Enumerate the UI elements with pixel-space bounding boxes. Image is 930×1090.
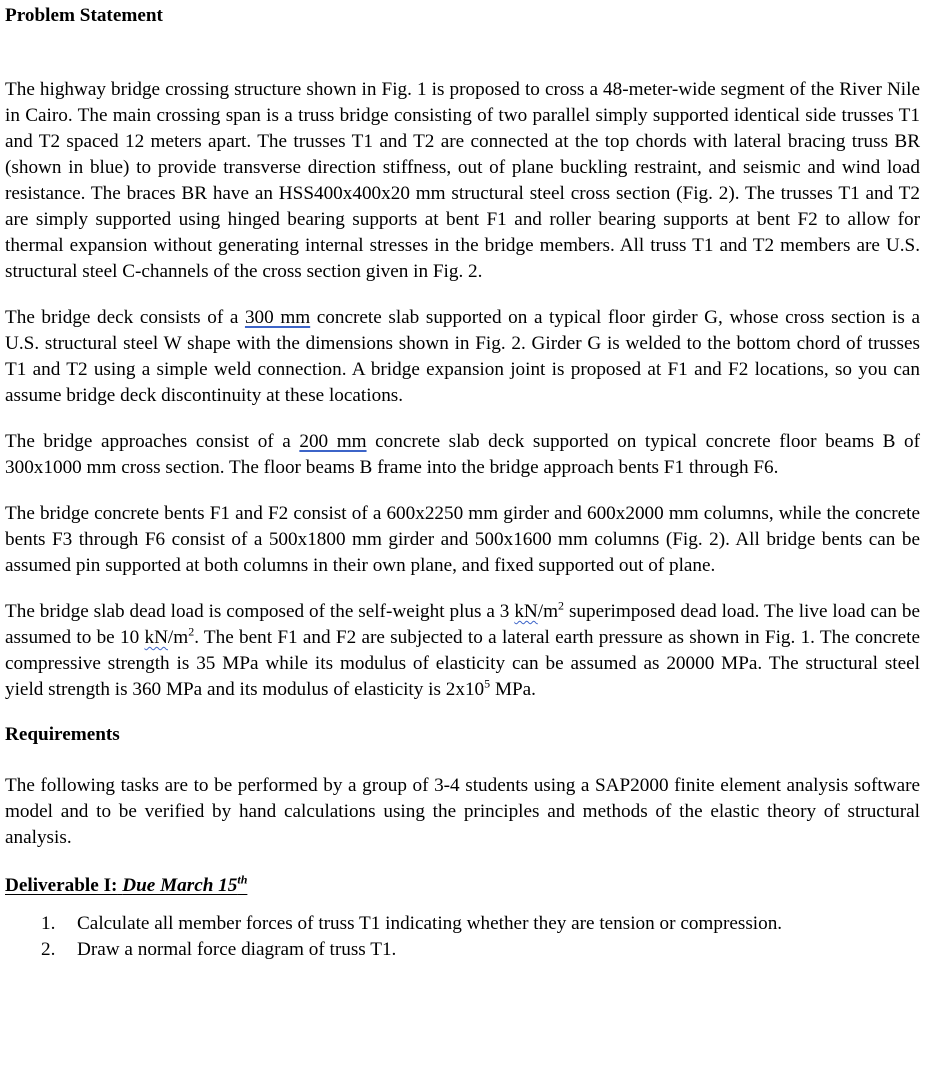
paragraph-bridge-deck xyxy=(5,305,920,409)
paragraph-truss-description: The highway bridge crossing structure shown in Fig. 1 is proposed to cross a 48-meter-wide segment of the River Nile in Cairo. The main crossing span is a truss bridge consisting of two parallel simply supported identical side trusses T1 and T2 spaced 12 meters apart. The trusses T1 and T2 are connected at the top chords with lateral bracing truss BR (shown in blue) to provide transverse direction stiffness, out of plane buckling restraint, and seismic and wind load resistance. The braces BR have an HSS400x400x20 mm structural steel cross section (Fig. 2). The trusses T1 and T2 are simply supported using hinged bearing supports at bent F1 and roller bearing supports at bent F2 to allow for thermal expansion without generating internal stresses in the bridge members. All truss T1 and T2 members are U.S. structural steel C-channels of the cross section given in Fig. 2. xyxy=(5,79,920,282)
list-item xyxy=(5,911,920,937)
kn-unit-spellcheck-1: kN xyxy=(514,601,538,622)
superscript-squared-1: 2 xyxy=(558,598,565,613)
p3-text-post: concrete slab deck supported on typical concrete floor beams B of 300x1000 mm cross section. The floor beams B frame into the bridge approach bents F1 through F6. xyxy=(5,431,920,478)
deliverable-due-date xyxy=(122,872,248,896)
list-item-text: Draw a normal force diagram of truss T1. xyxy=(77,939,397,960)
paragraph-task-instructions: The following tasks are to be performed by a group of 3-4 students using a SAP2000 finite element analysis software model and to be verified by hand calculations using the principles and methods of the elastic theory of structural analysis. xyxy=(5,775,920,848)
list-item xyxy=(5,937,920,963)
p3-text-pre: The bridge approaches consist of a xyxy=(5,431,300,452)
problem-statement-heading: Problem Statement xyxy=(5,5,163,26)
p5-text-c: superimposed dead load. The live load can be assumed to be 10 xyxy=(5,601,920,648)
list-item-number: 1. xyxy=(41,913,56,934)
p5-text-e: . The bent F1 and F2 are subjected to a lateral earth pressure as shown in Fig. 1. The concrete compressive strength is 35 MPa while its modulus of elasticity can be assumed as 20000 MPa. The structural steel yield strength is 360 MPa and its modulus of elasticity is 2x10 xyxy=(5,627,920,700)
superscript-exponent-5: 5 xyxy=(484,676,491,691)
requirements-heading: Requirements xyxy=(5,724,120,745)
slab-thickness-200-link: 200 mm xyxy=(299,431,367,452)
deliverable-task-list xyxy=(5,911,920,963)
deliverable-label: Deliverable I: xyxy=(5,875,118,896)
slab-thickness-300-link: 300 mm xyxy=(244,307,311,328)
list-item-text: Calculate all member forces of truss T1 indicating whether they are tension or compression. xyxy=(77,913,783,934)
paragraph-bridge-approaches xyxy=(5,429,920,481)
p2-text-pre: The bridge deck consists of a xyxy=(5,307,245,328)
p5-text-f: MPa. xyxy=(490,679,536,700)
paragraph-concrete-bents: The bridge concrete bents F1 and F2 consist of a 600x2250 mm girder and 600x2000 mm columns, while the concrete bents F3 through F6 consist of a 500x1800 mm girder and 500x1600 mm columns (Fig. 2). All bridge bents can be assumed pin supported at both columns in their own plane, and fixed supported out of plane. xyxy=(5,503,920,576)
superscript-squared-2: 2 xyxy=(188,624,195,639)
due-date-ordinal: th xyxy=(237,872,248,887)
kn-unit-spellcheck-2: kN xyxy=(144,627,168,648)
p5-text-a: The bridge slab dead load is composed of the self-weight plus a 3 xyxy=(5,601,515,622)
due-date-text: Due March 15 xyxy=(122,875,238,896)
paragraph-loads-materials xyxy=(5,599,920,703)
p5-text-b: /m xyxy=(537,601,559,622)
p5-text-d: /m xyxy=(167,627,189,648)
p2-text-post: concrete slab supported on a typical floor girder G, whose cross section is a U.S. structural steel W shape with the dimensions shown in Fig. 2. Girder G is welded to the bottom chord of trusses T1 and T2 using a simple weld connection. A bridge expansion joint is proposed at F1 and F2 locations, so you can assume bridge deck discontinuity at these locations. xyxy=(5,307,920,406)
deliverable-heading xyxy=(5,873,920,899)
list-item-number: 2. xyxy=(41,939,56,960)
